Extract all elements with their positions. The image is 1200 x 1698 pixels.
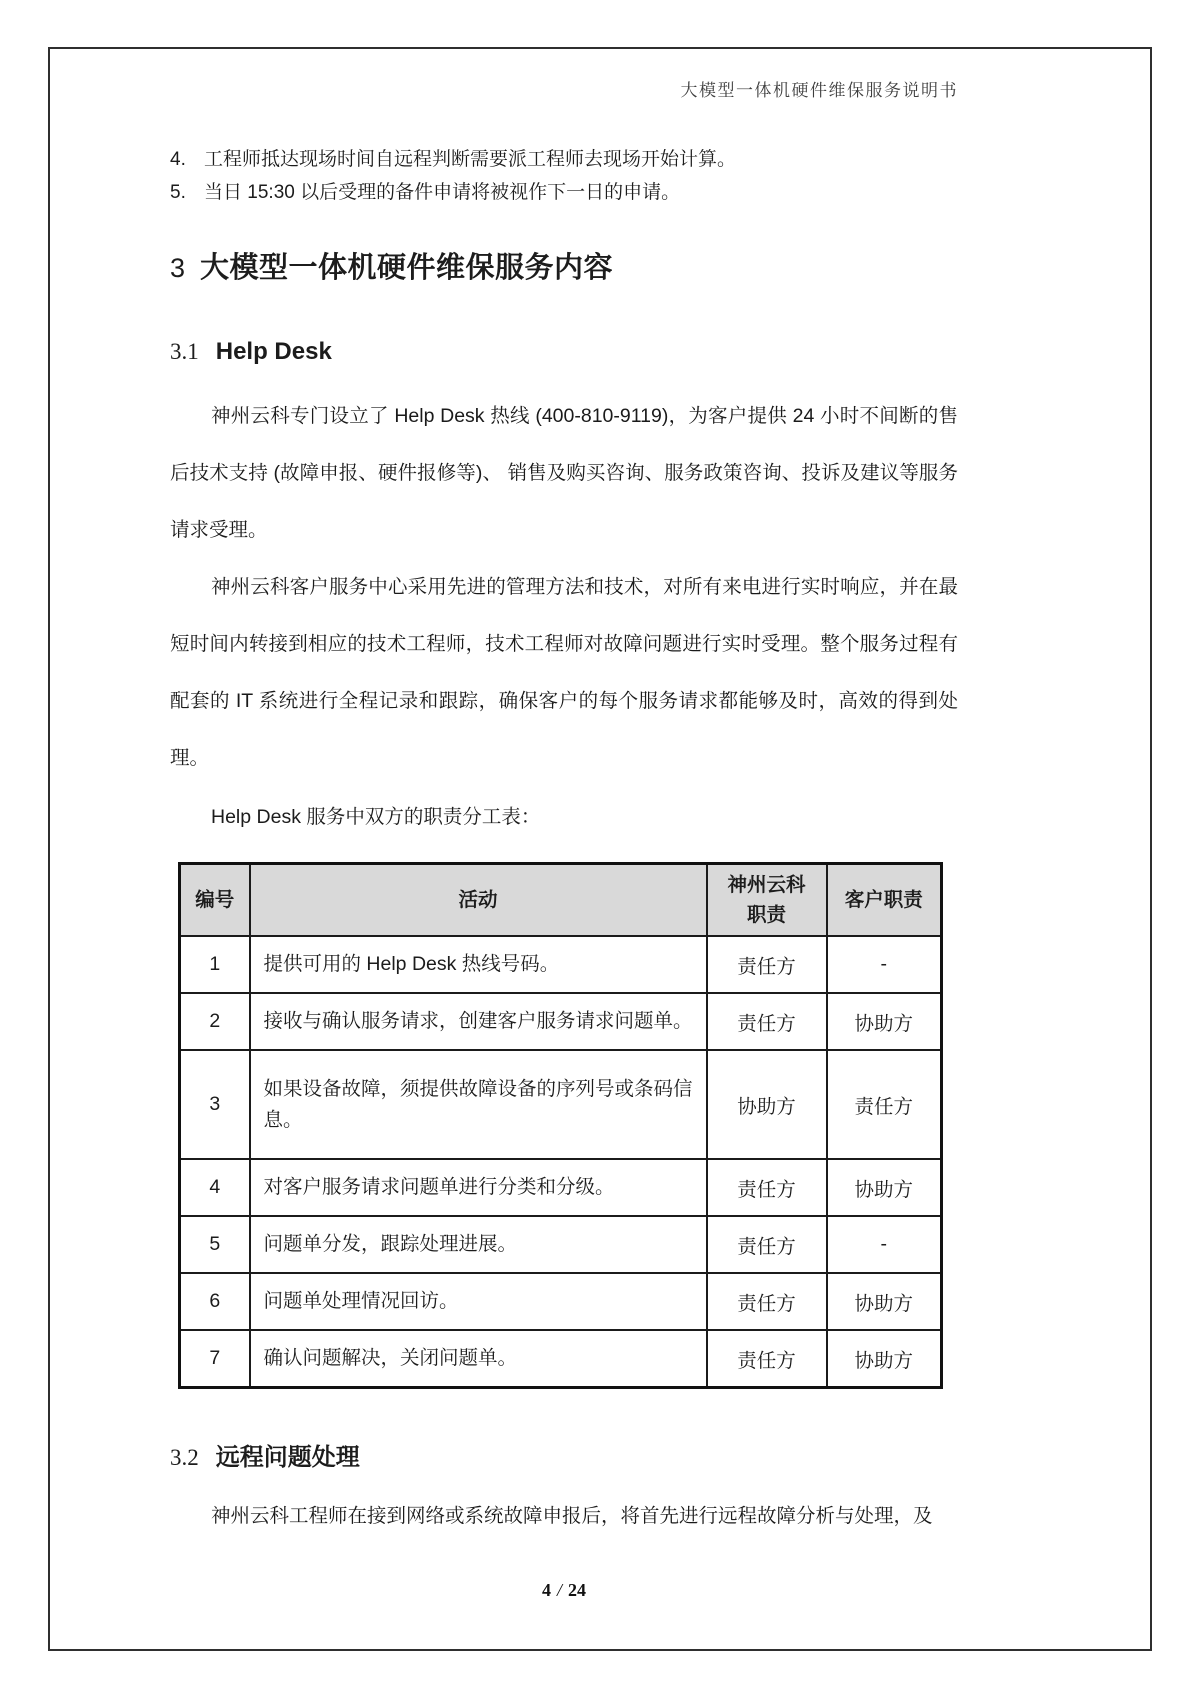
subsection-number: 3.1 <box>170 339 199 364</box>
col-header-yunke <box>707 864 827 937</box>
subsection-title: Help Desk <box>215 338 332 365</box>
cell-activity: 如果设备故障，须提供故障设备的序列号或条码信息。 <box>250 1050 707 1159</box>
table-header-row <box>180 864 942 937</box>
cell-activity: 接收与确认服务请求，创建客户服务请求问题单。 <box>250 993 707 1050</box>
subsection-number: 3.2 <box>170 1445 199 1470</box>
list-item-text: 当日 15:30 以后受理的备件申请将被视作下一日的申请。 <box>204 182 681 203</box>
cell-customer-role: - <box>827 1216 942 1273</box>
table-row <box>180 1273 942 1330</box>
cell-yunke-role: 责任方 <box>707 1216 827 1273</box>
table-row <box>180 1050 942 1159</box>
cell-yunke-role: 协助方 <box>707 1050 827 1159</box>
cell-activity: 对客户服务请求问题单进行分类和分级。 <box>250 1159 707 1216</box>
cell-customer-role: 协助方 <box>827 993 942 1050</box>
cell-number: 4 <box>180 1159 250 1216</box>
cell-customer-role: 协助方 <box>827 1273 942 1330</box>
cell-number: 3 <box>180 1050 250 1159</box>
col-header-yunke-line1: 神州云科 <box>727 874 806 896</box>
page-footer <box>170 1580 958 1601</box>
page-content <box>170 0 958 1545</box>
total-pages: 24 <box>568 1580 586 1600</box>
section-title: 大模型一体机硬件维保服务内容 <box>200 252 614 284</box>
cell-number: 2 <box>180 993 250 1050</box>
subsection-heading-helpdesk <box>170 338 958 366</box>
table-row <box>180 1216 942 1273</box>
paragraph: 神州云科客户服务中心采用先进的管理方法和技术，对所有来电进行实时响应，并在最短时间内转接到相应的技术工程师，技术工程师对故障问题进行实时受理。整个服务过程有配套的 IT 系统进行全程记录和跟踪，确保客户的每个服务请求都能够及时，高效的得到处理。 <box>170 576 958 769</box>
table-intro-text: Help Desk 服务中双方的职责分工表： <box>211 806 541 828</box>
cell-customer-role: 责任方 <box>827 1050 942 1159</box>
subsection-heading-remote <box>170 1437 958 1472</box>
cell-activity: 确认问题解决，关闭问题单。 <box>250 1330 707 1388</box>
cell-activity: 问题单处理情况回访。 <box>250 1273 707 1330</box>
table-row <box>180 1330 942 1388</box>
table-row <box>180 936 942 993</box>
cell-yunke-role: 责任方 <box>707 936 827 993</box>
cell-customer-role: 协助方 <box>827 1159 942 1216</box>
cell-number: 6 <box>180 1273 250 1330</box>
section-number: 3 <box>170 253 186 283</box>
list-item-number: 5. <box>170 182 186 203</box>
list-item <box>170 176 958 209</box>
numbered-list <box>170 143 958 209</box>
cell-activity: 提供可用的 Help Desk 热线号码。 <box>250 936 707 993</box>
cell-yunke-role: 责任方 <box>707 1273 827 1330</box>
col-header-number: 编号 <box>180 864 250 937</box>
cell-number: 7 <box>180 1330 250 1388</box>
page-number: 4 <box>541 1580 551 1600</box>
paragraph: 神州云科专门设立了 Help Desk 热线 (400-810-9119)，为客户提供 24 小时不间断的售后技术支持 (故障申报、硬件报修等)、 销售及购买咨询、服务政策咨询、投诉及建议等服务请求受理。 <box>170 405 958 541</box>
document-header-title: 大模型一体机硬件维保服务说明书 <box>680 81 958 100</box>
list-item-number: 4. <box>170 149 186 170</box>
cell-customer-role: - <box>827 936 942 993</box>
cell-yunke-role: 责任方 <box>707 1159 827 1216</box>
cell-number: 5 <box>180 1216 250 1273</box>
cell-customer-role: 协助方 <box>827 1330 942 1388</box>
table-row <box>180 993 942 1050</box>
page-number-separator: / <box>556 1580 562 1600</box>
col-header-customer: 客户职责 <box>827 864 942 937</box>
cell-yunke-role: 责任方 <box>707 1330 827 1388</box>
list-item <box>170 143 958 176</box>
section-heading <box>170 245 958 286</box>
cell-number: 1 <box>180 936 250 993</box>
subsection-title: 远程问题处理 <box>215 1444 360 1471</box>
list-item-text: 工程师抵达现场时间自远程判断需要派工程师去现场开始计算。 <box>204 149 737 170</box>
paragraph: 神州云科工程师在接到网络或系统故障申报后，将首先进行远程故障分析与处理，及 <box>211 1505 933 1527</box>
cell-yunke-role: 责任方 <box>707 993 827 1050</box>
cell-activity: 问题单分发，跟踪处理进展。 <box>250 1216 707 1273</box>
table-row <box>180 1159 942 1216</box>
responsibility-table <box>178 862 943 1389</box>
col-header-yunke-line2: 职责 <box>746 904 786 926</box>
col-header-activity: 活动 <box>250 864 707 937</box>
